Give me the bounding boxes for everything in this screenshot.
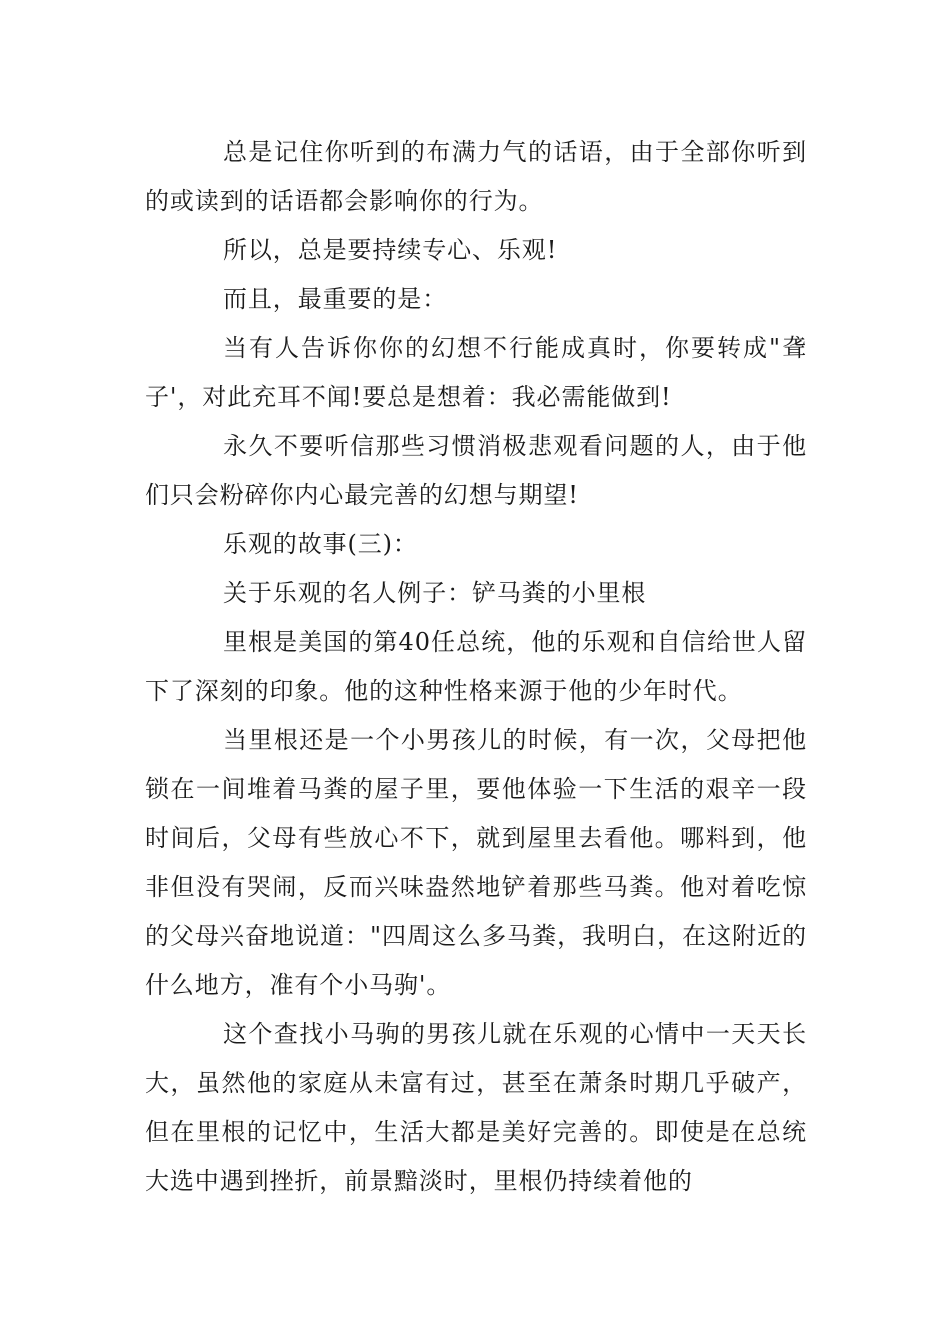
paragraph-5: 永久不要听信那些习惯消极悲观看问题的人，由于他们只会粉碎你内心最完善的幻想与期望! — [145, 432, 807, 509]
document-page — [145, 128, 807, 1206]
section-heading: 乐观的故事(三)： — [223, 530, 418, 558]
paragraph-2: 所以，总是要持续专心、乐观! — [223, 236, 558, 264]
paragraph-3: 而且，最重要的是： — [223, 285, 448, 313]
story-title: 关于乐观的名人例子：铲马粪的小里根 — [223, 579, 647, 607]
paragraph-4: 当有人告诉你你的幻想不行能成真时，你要转成"聋子'，对此充耳不闻!要总是想着：我必需能做到! — [145, 334, 807, 411]
paragraph-1: 总是记住你听到的布满力气的话语，由于全部你听到的或读到的话语都会影响你的行为。 — [145, 138, 807, 215]
paragraph-9: 当里根还是一个小男孩儿的时候，有一次，父母把他锁在一间堆着马粪的屋子里，要他体验一下生活的艰辛一段时间后，父母有些放心不下，就到屋里去看他。哪料到，他非但没有哭闹，反而兴味盎然地铲着那些马粪。他对着吃惊的父母兴奋地说道："四周这么多马粪，我明白，在这附近的什么地方，准有个小马驹'。 — [145, 726, 807, 999]
paragraph-8: 里根是美国的第40任总统，他的乐观和自信给世人留下了深刻的印象。他的这种性格来源于他的少年时代。 — [145, 628, 807, 705]
paragraph-10: 这个查找小马驹的男孩儿就在乐观的心情中一天天长大，虽然他的家庭从未富有过，甚至在萧条时期几乎破产，但在里根的记忆中，生活大都是美好完善的。即使是在总统大选中遇到挫折，前景黯淡时，里根仍持续着他的 — [145, 1020, 807, 1195]
